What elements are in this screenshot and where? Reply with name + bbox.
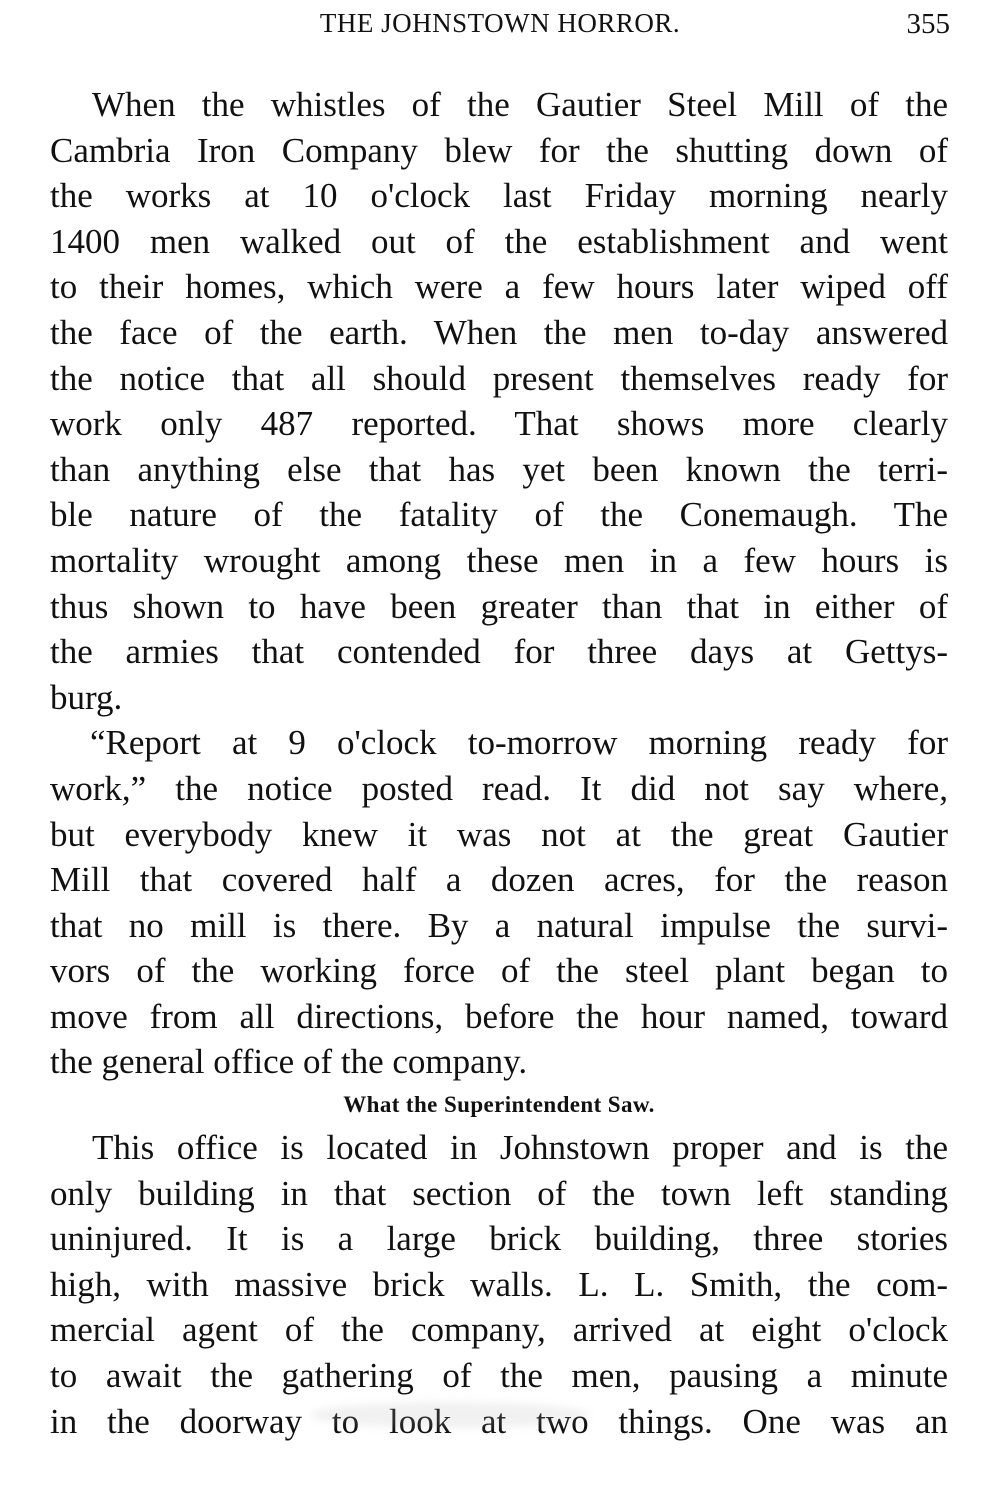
running-header	[50, 8, 950, 48]
body-text	[50, 82, 948, 1444]
text-line: uninjured. It is a large brick building, three stories	[50, 1219, 948, 1259]
page-number: 355	[906, 8, 950, 40]
text-line: When the whistles of the Gautier Steel Mill of the	[92, 85, 948, 124]
text-line: “Report at 9 o'clock to-morrow morning ready for	[90, 723, 948, 763]
text-line: 1400 men walked out of the establishment and went	[50, 221, 948, 261]
text-line: high, with massive brick walls. L. L. Smith, the com-	[50, 1264, 948, 1304]
text-line: ble nature of the fatality of the Conemaugh. The	[50, 495, 948, 535]
text-line: the works at 10 o'clock last Friday morning nearly	[50, 176, 948, 216]
text-line: mercial agent of the company, arrived at eight o'clock	[50, 1310, 948, 1350]
paragraph-2	[50, 720, 948, 1085]
section-subheading: What the Superintendent Saw.	[343, 1092, 655, 1118]
text-line: only building in that section of the town left standing	[50, 1173, 948, 1213]
text-line: Mill that covered half a dozen acres, for the reason	[50, 860, 948, 900]
text-line: work,” the notice posted read. It did not say where,	[50, 768, 948, 808]
text-line: than anything else that has yet been known the terri-	[50, 449, 948, 489]
text-line: This office is located in Johnstown proper and is the	[92, 1128, 948, 1168]
text-line: Cambria Iron Company blew for the shutting down of	[50, 130, 948, 170]
paragraph-3	[50, 1125, 948, 1444]
text-line: thus shown to have been greater than that in either of	[50, 586, 948, 626]
text-line: to await the gathering of the men, pausing a minute	[50, 1356, 948, 1396]
text-line: move from all directions, before the hour named, toward	[50, 996, 948, 1036]
text-line: the face of the earth. When the men to-day answered	[50, 312, 948, 352]
text-line: but everybody knew it was not at the great Gautier	[50, 814, 948, 854]
text-line: burg.	[50, 677, 123, 717]
text-line: that no mill is there. By a natural impulse the survi-	[50, 905, 948, 945]
text-line: vors of the working force of the steel plant began to	[50, 951, 948, 991]
text-line: in the doorway to look at two things. One was an	[50, 1401, 948, 1441]
text-line: the armies that contended for three days at Gettys-	[50, 632, 948, 672]
text-line: mortality wrought among these men in a few hours is	[50, 540, 948, 580]
running-title: THE JOHNSTOWN HORROR.	[319, 8, 681, 38]
text-line: the notice that all should present themselves ready for	[50, 358, 948, 398]
paragraph-1	[50, 82, 948, 720]
scan-smudge	[310, 1402, 590, 1428]
text-line: the general office of the company.	[50, 1042, 528, 1082]
text-line: to their homes, which were a few hours later wiped off	[50, 267, 948, 307]
text-line: work only 487 reported. That shows more clearly	[50, 404, 948, 444]
